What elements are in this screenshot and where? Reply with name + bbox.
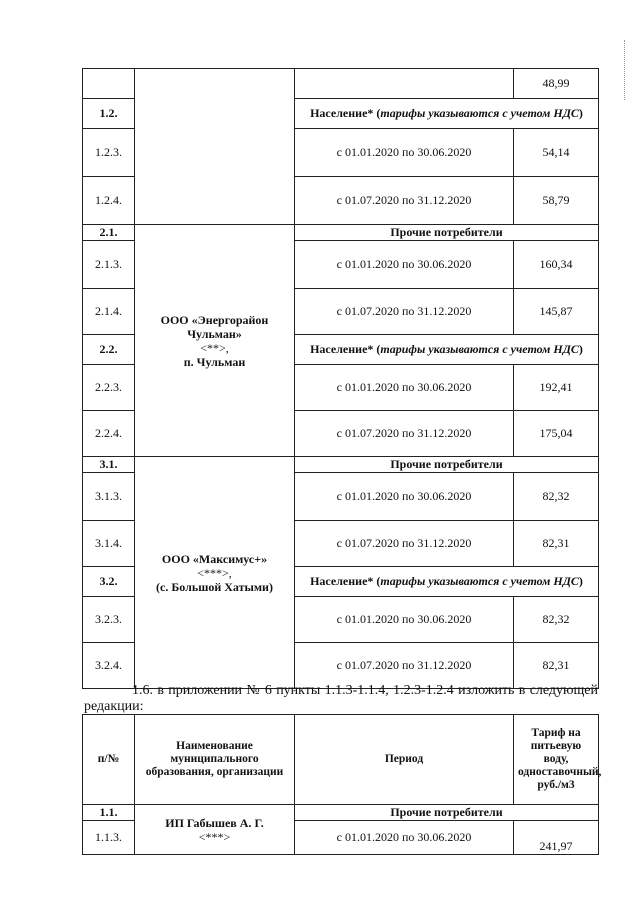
section-heading: Прочие потребители <box>295 225 599 241</box>
org-location: п. Чульман <box>183 354 246 369</box>
row-number: 2.1.3. <box>83 241 135 289</box>
header-number: п/№ <box>83 715 135 805</box>
row-number: 3.2.4. <box>83 643 135 689</box>
header-tariff: Тариф на питьевую воду, одноставочный, руб./м3 <box>514 715 599 805</box>
table-header-row <box>83 715 599 805</box>
row-number: 2.1. <box>83 225 135 241</box>
org-name-line: Чульман» <box>187 326 242 341</box>
tariff-value: 82,32 <box>514 473 599 521</box>
org-name-line: ООО «Энергорайон <box>160 312 269 327</box>
org-cell-empty <box>135 69 295 225</box>
tariff-value: 160,34 <box>514 241 599 289</box>
tariff-table-continued <box>82 68 599 689</box>
period-cell: с 01.01.2020 по 30.06.2020 <box>295 473 514 521</box>
tariff-value: 82,31 <box>514 643 599 689</box>
row-number: 2.2. <box>83 335 135 365</box>
section-heading: Население* (тарифы указываются с учетом НДС) <box>295 99 599 129</box>
organization-cell <box>135 225 295 457</box>
tariff-value: 192,41 <box>514 365 599 411</box>
header-organization: Наименование муниципального образования, организации <box>135 715 295 805</box>
table-row <box>83 69 599 99</box>
row-number: 3.1.4. <box>83 521 135 567</box>
tariff-table-appendix-6 <box>82 714 602 855</box>
organization-cell <box>135 805 295 855</box>
row-number: 3.1. <box>83 457 135 473</box>
period-cell <box>295 69 514 99</box>
row-number: 2.1.4. <box>83 289 135 335</box>
row-number: 3.2. <box>83 567 135 597</box>
tariff-value: 175,04 <box>514 411 599 457</box>
page-edge-mark <box>624 40 626 100</box>
tariff-value: 145,87 <box>514 289 599 335</box>
row-number: 1.2.3. <box>83 129 135 177</box>
period-cell: с 01.01.2020 по 30.06.2020 <box>295 597 514 643</box>
tariff-value: 241,97 <box>514 821 599 855</box>
tariff-value: 82,31 <box>514 521 599 567</box>
section-heading: Население* (тарифы указываются с учетом НДС) <box>295 335 599 365</box>
row-number: 2.2.4. <box>83 411 135 457</box>
section-heading: Прочие потребители <box>295 805 599 821</box>
period-cell: с 01.07.2020 по 31.12.2020 <box>295 289 514 335</box>
tariff-value: 54,14 <box>514 129 599 177</box>
period-cell: с 01.01.2020 по 30.06.2020 <box>295 129 514 177</box>
row-number: 3.2.3. <box>83 597 135 643</box>
tariff-value: 48,99 <box>514 69 599 99</box>
org-note-marker: <***>, <box>197 565 232 580</box>
org-note-marker: <***> <box>198 829 231 844</box>
period-cell: с 01.01.2020 по 30.06.2020 <box>295 365 514 411</box>
organization-cell <box>135 457 295 689</box>
table-row <box>83 805 599 821</box>
period-cell: с 01.07.2020 по 31.12.2020 <box>295 177 514 225</box>
paragraph-text: 1.6. в приложении № 6 пункты 1.1.3-1.1.4, 1.2.3-1.2.4 изложить в следующей редакции: <box>84 683 598 714</box>
section-heading: Прочие потребители <box>295 457 599 473</box>
header-period: Период <box>295 715 514 805</box>
row-number: 3.1.3. <box>83 473 135 521</box>
period-cell: с 01.07.2020 по 31.12.2020 <box>295 521 514 567</box>
section-heading: Население* (тарифы указываются с учетом НДС) <box>295 567 599 597</box>
row-number <box>83 69 135 99</box>
row-number: 1.1.3. <box>83 821 135 855</box>
table-row <box>83 225 599 241</box>
period-cell: с 01.01.2020 по 30.06.2020 <box>295 821 514 855</box>
row-number: 1.2. <box>83 99 135 129</box>
tariff-value: 82,32 <box>514 597 599 643</box>
period-cell: с 01.01.2020 по 30.06.2020 <box>295 241 514 289</box>
tariff-value: 58,79 <box>514 177 599 225</box>
org-note-marker: <**>, <box>200 340 229 355</box>
amendment-paragraph <box>84 683 598 715</box>
row-number: 1.2.4. <box>83 177 135 225</box>
org-name-line: ООО «Максимус+» <box>161 551 268 566</box>
row-number: 2.2.3. <box>83 365 135 411</box>
period-cell: с 01.07.2020 по 31.12.2020 <box>295 643 514 689</box>
org-name-line: ИП Габышев А. Г. <box>165 815 264 830</box>
row-number: 1.1. <box>83 805 135 821</box>
org-location: (с. Большой Хатыми) <box>156 579 273 594</box>
table-row <box>83 457 599 473</box>
period-cell: с 01.07.2020 по 31.12.2020 <box>295 411 514 457</box>
